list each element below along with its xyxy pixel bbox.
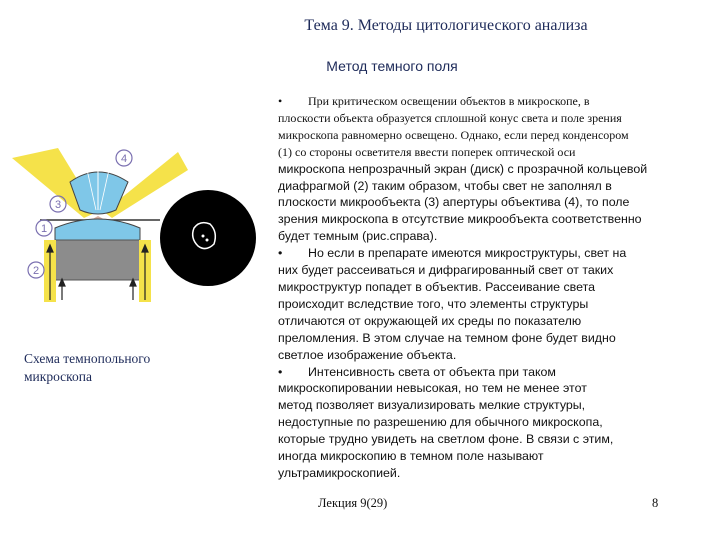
- figure-caption: [24, 350, 224, 386]
- bullet-3: •: [278, 364, 283, 379]
- slide-title: Тема 9. Методы цитологического анализа: [304, 17, 588, 34]
- body-line-18: микроскопировании невысокая, но тем не менее этот: [278, 381, 587, 396]
- footer-lecture-label: Лекция 9(29): [318, 496, 388, 510]
- body-line-17: [278, 364, 692, 381]
- body-line-5: микроскопа непрозрачный экран (диск) с прозрачной кольцевой: [278, 161, 648, 176]
- body-line-4: (1) со стороны осветителя ввести поперек оптической оси: [278, 144, 576, 159]
- bullet-1: •: [278, 94, 283, 108]
- dark-field-microscope-diagram: [0, 140, 270, 345]
- caption-line-1: Схема темнопольного: [24, 351, 151, 366]
- microscope-scheme: [0, 140, 270, 340]
- label-3: 3: [54, 199, 62, 211]
- body-line-7: плоскости микрообъекта (3) апертуры объектива (4), то поле: [278, 195, 630, 210]
- label-1: 1: [40, 223, 48, 235]
- page-number: 8: [652, 496, 659, 510]
- body-line-12: микроструктур попадет в объектив. Рассеивание света: [278, 279, 596, 294]
- body-line-11: них будет рассеиваться и дифрагированный свет от таких: [278, 263, 614, 278]
- dark-field-view: [160, 190, 256, 286]
- body-line-20: недоступные по разрешению для обычного микроскопа,: [278, 415, 603, 430]
- body-line-13: происходит вследствие того, что элементы структуры: [278, 296, 589, 311]
- caption-line-2: микроскопа: [24, 369, 92, 384]
- body-line-9: будет темным (рис.справа).: [278, 229, 438, 244]
- label-4: 4: [120, 153, 128, 165]
- body-line-21: которые трудно увидеть на светлом фоне. В связи с этим,: [278, 432, 614, 447]
- body-line-23: ультрамикроскопией.: [278, 465, 401, 480]
- label-2: 2: [32, 265, 40, 277]
- body-line-19: метод позволяет визуализировать мелкие структуры,: [278, 398, 586, 413]
- body-line-8: зрения микроскопа в отсутствие микрообъекта соответственно: [278, 212, 642, 227]
- body-line-17-text: Интенсивность света от объекта при таком: [308, 364, 556, 379]
- body-line-10-text: Но если в препарате имеются микроструктуры, свет на: [308, 246, 627, 261]
- body-line-16: светлое изображение объекта.: [278, 347, 457, 362]
- slide-subtitle: Метод темного поля: [326, 58, 458, 74]
- body-line-22: иногда микроскопию в темном поле называют: [278, 449, 544, 464]
- body-line-15: преломления. В этом случае на темном фоне будет видно: [278, 330, 616, 345]
- body-text: [278, 93, 692, 482]
- body-line-2: плоскости объекта образуется сплошной конус света и поле зрения: [278, 110, 622, 125]
- body-line-3: микроскопа равномерно освещено. Однако, если перед конденсором: [278, 127, 629, 142]
- condenser-housing: [55, 240, 140, 280]
- body-line-6: диафрагмой (2) таким образом, чтобы свет не заполнял в: [278, 178, 612, 193]
- body-line-14: отличаются от окружающей их среды по показателю: [278, 313, 582, 328]
- body-line-1-text: При критическом освещении объектов в микроскопе, в: [308, 94, 590, 108]
- body-line-1: [278, 93, 692, 110]
- body-line-10: [278, 245, 692, 262]
- bullet-2: •: [278, 246, 283, 261]
